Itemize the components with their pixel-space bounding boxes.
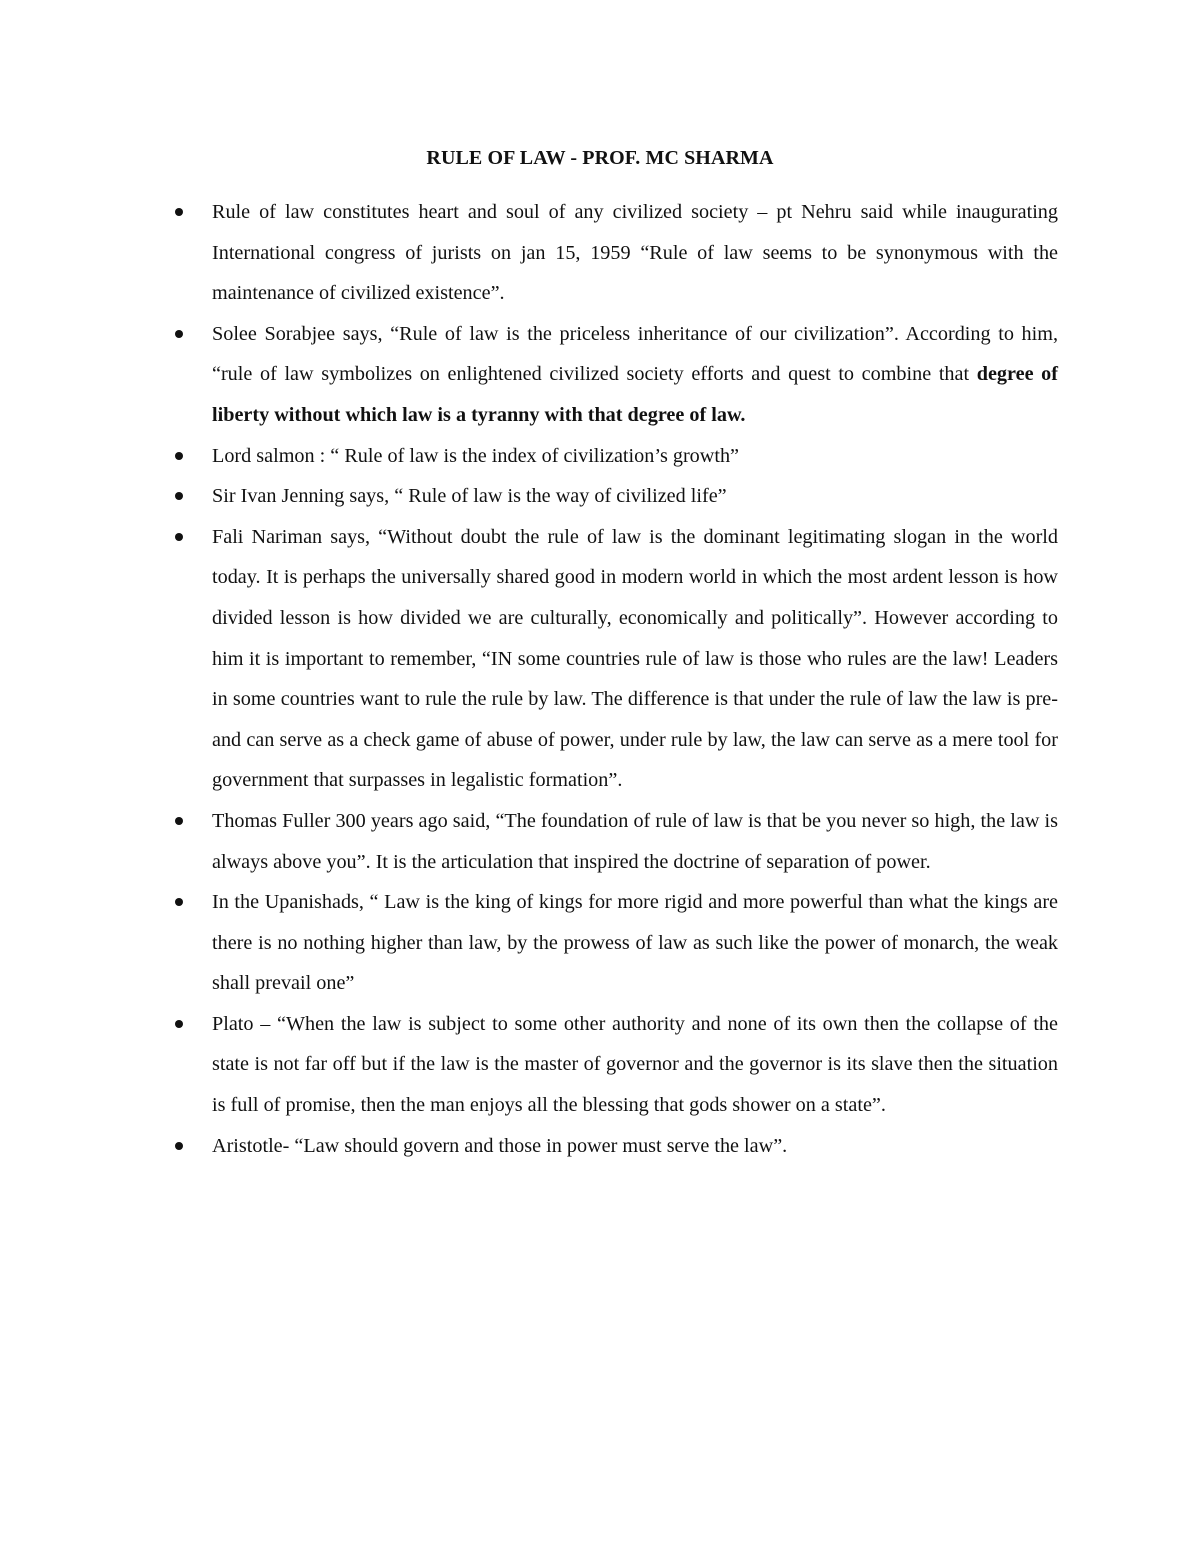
bullet-bold-text: degree of liberty without which law is a tyranny with that degree of law. — [212, 363, 1058, 426]
bullet-dot-icon — [175, 1142, 183, 1150]
bullet-dot-icon — [175, 208, 183, 216]
bullet-text: Plato – “When the law is subject to some other authority and none of its own then the collapse of the state is not far off but if the law is the master of governor and the governor is its slave then the situation is full of promise, then the man enjoys all the blessing that gods shower on a state”. — [212, 1012, 1058, 1117]
bullet-item-upanishads — [212, 882, 1058, 1004]
bullet-item-nariman — [212, 517, 1058, 801]
bullet-item-aristotle — [212, 1126, 1058, 1167]
bullet-text: In the Upanishads, “ Law is the king of kings for more rigid and more powerful than what the kings are there is no nothing higher than law, by the prowess of law as such like the power of monarch, the weak shall prevail one” — [212, 891, 1058, 995]
bullet-dot-icon — [175, 1020, 183, 1028]
bullet-text: Thomas Fuller 300 years ago said, “The foundation of rule of law is that be you never so high, the law is always above you”. It is the articulation that inspired the doctrine of separation of power. — [212, 809, 1058, 873]
bullet-dot-icon — [175, 533, 183, 541]
bullet-dot-icon — [175, 452, 183, 460]
bullet-list — [212, 192, 1058, 1166]
bullet-text: Solee Sorabjee says, “Rule of law is the priceless inheritance of our civilization”. According to him, “rule of law symbolizes on enlightened civilized society efforts and quest to combine that — [212, 322, 1058, 386]
bullet-text: Rule of law constitutes heart and soul of any civilized society – pt Nehru said while inaugurating International congress of jurists on jan 15, 1959 “Rule of law seems to be synonymous with the maintenance of civilized existence”. — [212, 201, 1058, 305]
bullet-item-salmon — [212, 436, 1058, 477]
bullet-text: Sir Ivan Jenning says, “ Rule of law is the way of civilized life” — [212, 485, 727, 508]
bullet-item-fuller — [212, 801, 1058, 882]
bullet-item-jenning — [212, 476, 1058, 517]
document-title: RULE OF LAW - PROF. MC SHARMA — [426, 147, 774, 169]
bullet-item-sorabjee — [212, 314, 1058, 436]
bullet-item-plato — [212, 1004, 1058, 1126]
bullet-dot-icon — [175, 330, 183, 338]
bullet-text: Fali Nariman says, “Without doubt the rule of law is the dominant legitimating slogan in the world today. It is perhaps the universally shared good in modern world in which the most ardent lesson is how divided lesson is how divided we are culturally, economically and politically”. However according to him it is important to remember, “IN some countries rule of law is those who rules are the law! Leaders in some countries want to rule the rule by law. The difference is that under the rule of law the law is pre- and can serve as a check game of abuse of power, under rule by law, the law can serve as a mere tool for government that surpasses in legalistic formation”. — [212, 525, 1058, 792]
bullet-text: Aristotle- “Law should govern and those in power must serve the law”. — [212, 1134, 788, 1157]
bullet-dot-icon — [175, 492, 183, 500]
bullet-dot-icon — [175, 898, 183, 906]
bullet-item-nehru — [212, 192, 1058, 314]
bullet-text: Lord salmon : “ Rule of law is the index of civilization’s growth” — [212, 444, 740, 467]
bullet-dot-icon — [175, 817, 183, 825]
